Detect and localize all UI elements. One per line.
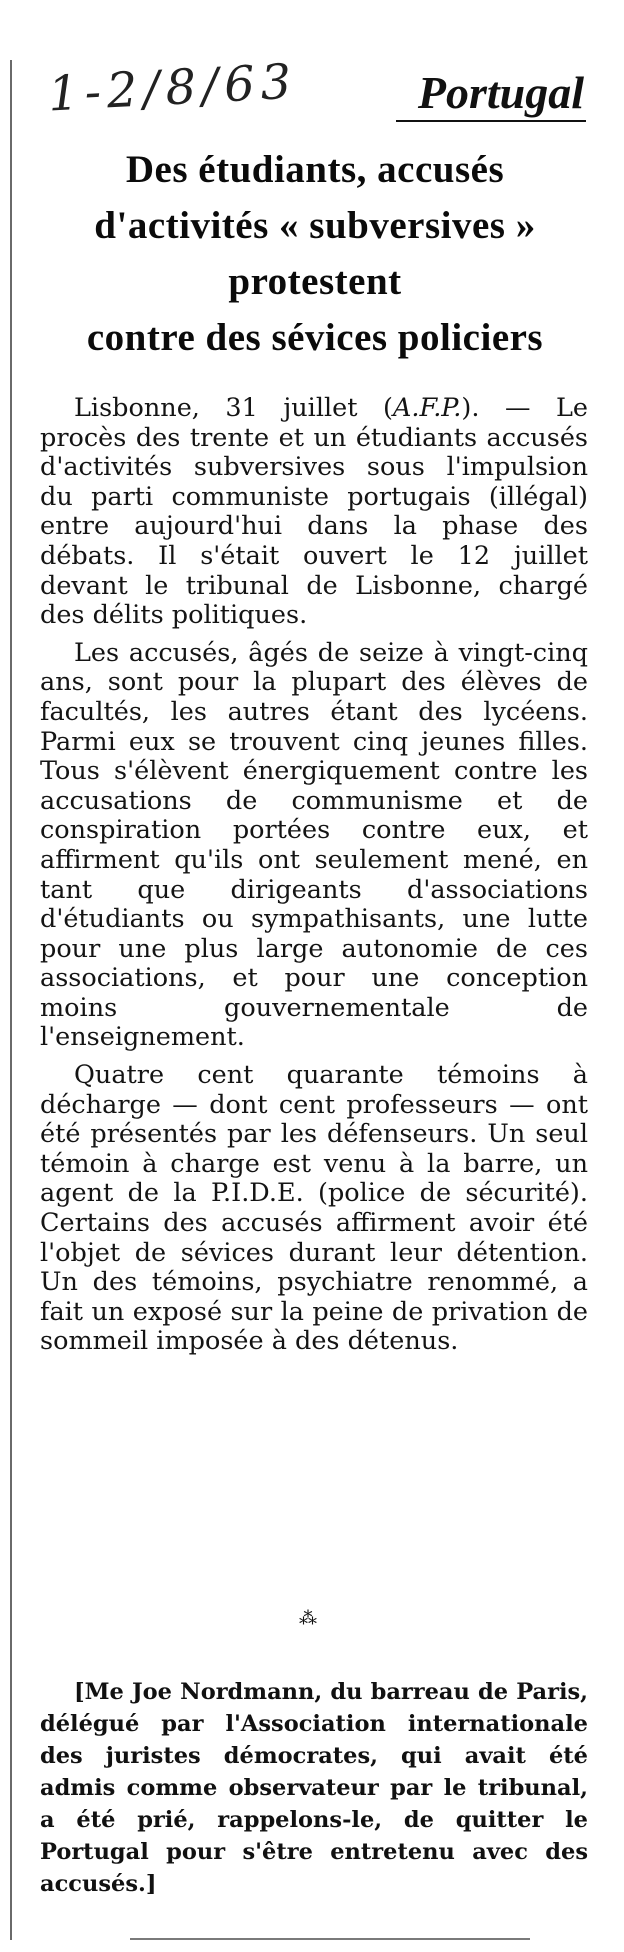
handwritten-date: 1-2/8/63 [46,53,299,123]
agency-credit: A.F.P. [392,393,462,423]
paragraph-1 [40,394,588,631]
headline-line-4: contre des sévices policiers [86,316,544,359]
paragraph-2: Les accusés, âgés de seize à vingt-cinq ans, sont pour la plupart des élèves de facultés, les autres étant des lycéens. Parmi eux se trouvent cinq jeunes filles. Tous s'élèvent énergiquement contre les accusations de communisme et de conspiration portées contre eux, et affirment qu'ils ont seulement mené, en tant que dirigeants d'associations d'étudiants ou sympathisants, une lutte pour une plus large autonomie de ces associations, et pour une conception moins gouvernementale de l'enseignement. [40,637,588,1053]
section-label: Portugal [417,67,584,118]
clipping-left-edge [10,60,12,1940]
headline [40,142,590,366]
dateline: Lisbonne, 31 juillet ( [74,393,393,423]
headline-line-2: d'activités « subversives » [94,204,536,247]
article-body [40,394,588,1365]
clipping-bottom-edge [130,1938,530,1940]
editorial-note: [Me Joe Nordmann, du barreau de Paris, délégué par l'Association internationale des juristes démocrates, qui avait été admis comme observateur par le tribunal, a été prié, rappelons-le, de quitter le Portugal pour s'être entretenu avec des accusés.] [40,1679,588,1897]
section-underline [396,120,586,122]
paragraph-1-text: ). — Le procès des trente et un étudiants accusés d'activités subversives sous l'impulsion du parti communiste portugais (illégal) entre aujourd'hui dans la phase des débats. Il s'était ouvert le 12 juillet devant le tribunal de Lisbonne, chargé des délits politiques. [40,393,588,631]
asterism-separator: ⁂ [299,1608,317,1629]
headline-line-3: protestent [228,260,402,303]
headline-line-1: Des étudiants, accusés [125,148,505,191]
paragraph-3: Quatre cent quarante témoins à décharge — dont cent professeurs — ont été présentés par les défenseurs. Un seul témoin à charge est venu à la barre, un agent de la P.I.D.E. (police de sécurité). Certains des accusés affirment avoir été l'objet de sévices durant leur détention. Un des témoins, psychiatre renommé, a fait un exposé sur la peine de privation de sommeil imposée à des détenus. [40,1060,588,1357]
